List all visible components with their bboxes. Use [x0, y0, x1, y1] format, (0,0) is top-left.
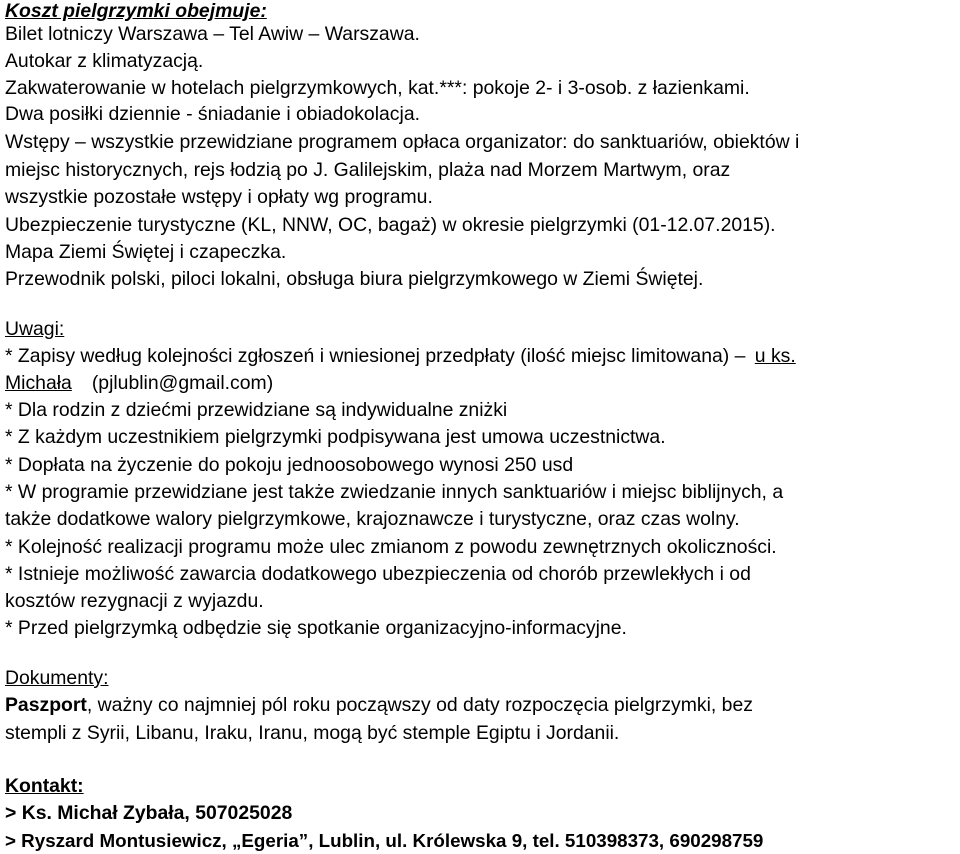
dokumenty-line-1 — [5, 692, 753, 718]
koszt-line-5: Wstępy – wszystkie przewidziane programem opłaca organizator: do sanktuariów, obiektów i — [5, 131, 800, 153]
koszt-line-7: wszystkie pozostałe wstępy i opłaty wg programu. — [5, 186, 433, 208]
kontakt-line-1: > Ks. Michał Zybała, 507025028 — [5, 802, 293, 824]
paszport-text: , ważny co najmniej pól roku począwszy od daty rozpoczęcia pielgrzymki, bez — [86, 694, 753, 716]
uwagi-line-2: * Z każdym uczestnikiem pielgrzymki podpisywana jest umowa uczestnictwa. — [5, 426, 666, 448]
zapisy-text: * Zapisy według kolejności zgłoszeń i wniesionej przedpłaty (ilość miejsc limitowana) – — [5, 345, 746, 367]
kontakt-heading: Kontakt: — [5, 775, 84, 797]
contact-link[interactable]: u ks. — [754, 345, 796, 367]
koszt-line-3: Zakwaterowanie w hotelach pielgrzymkowych, kat.***: pokoje 2- i 3-osob. z łazienkami. — [5, 77, 750, 99]
uwagi-line-5: także dodatkowe walory pielgrzymkowe, krajoznawcze i turystyczne, oraz czas wolny. — [5, 508, 740, 530]
koszt-line-2: Autokar z klimatyzacją. — [5, 50, 204, 72]
koszt-heading: Koszt pielgrzymki obejmuje: — [5, 0, 267, 22]
uwagi-line-8: kosztów rezygnacji z wyjazdu. — [5, 590, 264, 612]
uwagi-line-9: * Przed pielgrzymką odbędzie się spotkanie organizacyjno-informacyjne. — [5, 617, 627, 639]
paszport-label: Paszport — [5, 694, 87, 716]
koszt-line-6: miejsc historycznych, rejs łodzią po J. Galilejskim, plaża nad Morzem Martwym, oraz — [5, 159, 731, 181]
kontakt-line-2: > Ryszard Montusiewicz, „Egeria”, Lublin, ul. Królewska 9, tel. 510398373, 690298759 — [5, 830, 764, 851]
contact-name[interactable]: Michała — [5, 372, 72, 394]
koszt-line-4: Dwa posiłki dziennie - śniadanie i obiadokolacja. — [5, 103, 420, 125]
contact-email: (pjlublin@gmail.com) — [91, 372, 274, 394]
koszt-line-10: Przewodnik polski, piloci lokalni, obsługa biura pielgrzymkowego w Ziemi Świętej. — [5, 268, 704, 290]
uwagi-zapisy-line — [5, 343, 796, 369]
uwagi-line-4: * W programie przewidziane jest także zwiedzanie innych sanktuariów i miejsc biblijnych, a — [5, 481, 784, 503]
dokumenty-line-2: stempli z Syrii, Libanu, Iraku, Iranu, mogą być stemple Egiptu i Jordanii. — [5, 722, 620, 744]
koszt-line-1: Bilet lotniczy Warszawa – Tel Awiw – Warszawa. — [5, 23, 420, 45]
uwagi-heading: Uwagi: — [5, 318, 65, 340]
uwagi-line-6: * Kolejność realizacji programu może ulec zmianom z powodu zewnętrznych okoliczności. — [5, 536, 777, 558]
uwagi-line-1: * Dla rodzin z dziećmi przewidziane są indywidualne zniżki — [5, 399, 508, 421]
uwagi-line-7: * Istnieje możliwość zawarcia dodatkowego ubezpieczenia od chorób przewlekłych i od — [5, 563, 751, 585]
koszt-line-9: Mapa Ziemi Świętej i czapeczka. — [5, 241, 287, 263]
uwagi-contact-line — [5, 370, 273, 396]
uwagi-line-3: * Dopłata na życzenie do pokoju jednoosobowego wynosi 250 usd — [5, 454, 574, 476]
koszt-line-8: Ubezpieczenie turystyczne (KL, NNW, OC, bagaż) w okresie pielgrzymki (01-12.07.2015). — [5, 214, 776, 236]
dokumenty-heading: Dokumenty: — [5, 667, 109, 689]
